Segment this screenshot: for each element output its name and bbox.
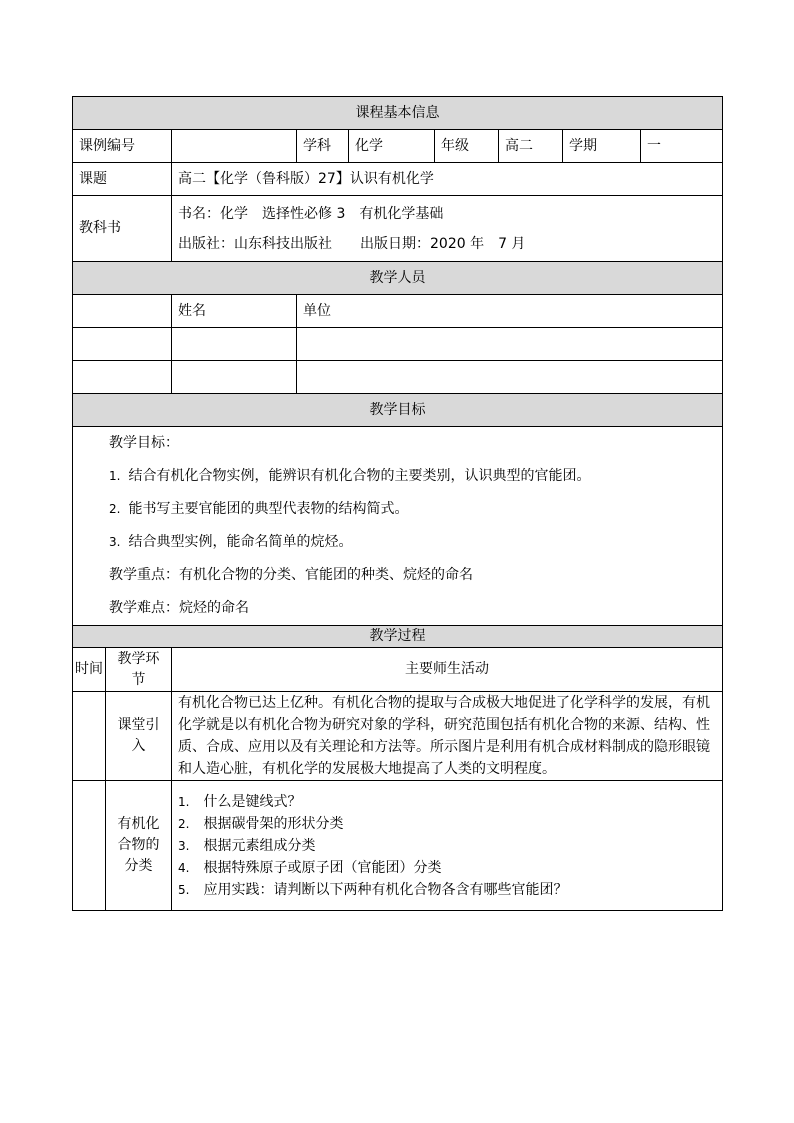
process-time-cell [73, 692, 106, 781]
staff-unit-cell [297, 361, 723, 394]
key-points: 教学重点：有机化合物的分类、官能团的种类、烷烃的命名 [109, 567, 473, 583]
staff-name-cell [172, 361, 297, 394]
basic-info-header: 课程基本信息 [73, 97, 723, 130]
process-activity-cell: 有机化合物已达上亿种。有机化合物的提取与合成极大地促进了化学科学的发展，有机化学就是以有机化合物为研究对象的学科，研究范围包括有机化合物的来源、结构、性质、合成、应用以及有关理论和方法等。所示图片是利用有机合成材料制成的隐形眼镜和人造心脏，有机化学的发展极大地提高了人类的文明程度。 [172, 692, 723, 781]
process-stage-cell: 课堂引入 [106, 692, 172, 781]
objective-text: 结合典型实例，能命名简单的烷烃。 [128, 534, 353, 550]
textbook-publisher: 出版社：山东科技出版社 出版日期：2020 年 7 月 [178, 235, 526, 252]
staff-unit-header: 单位 [297, 295, 723, 328]
topic-value: 高二【化学（鲁科版）27】认识有机化学 [172, 163, 723, 196]
topic-label: 课题 [73, 163, 172, 196]
staff-unit-cell [297, 328, 723, 361]
activity-item [178, 791, 716, 813]
process-header: 教学过程 [73, 626, 723, 648]
process-activity-cell [172, 781, 723, 911]
activity-number: 5. [178, 882, 190, 897]
staff-role-cell [73, 328, 172, 361]
objective-item [79, 493, 716, 526]
activity-number: 4. [178, 860, 190, 875]
objective-number: 1. [109, 469, 121, 483]
activity-item [178, 835, 716, 857]
process-time-header: 时间 [73, 648, 106, 692]
activity-item [178, 879, 716, 901]
lesson-plan-table [72, 96, 723, 911]
activity-item [178, 857, 716, 879]
activity-text: 根据元素组成分类 [203, 837, 316, 854]
activity-text: 根据碳骨架的形状分类 [203, 815, 344, 832]
course-id-label: 课例编号 [73, 130, 172, 163]
process-time-cell [73, 781, 106, 911]
subject-label: 学科 [297, 130, 349, 163]
objectives-header: 教学目标 [73, 394, 723, 427]
objectives-content [73, 427, 723, 626]
activity-text: 应用实践：请判断以下两种有机化合物各含有哪些官能团？ [203, 881, 568, 898]
objectives-intro: 教学目标： [109, 435, 179, 451]
grade-value: 高二 [499, 130, 563, 163]
staff-name-header: 姓名 [172, 295, 297, 328]
staff-role-cell [73, 361, 172, 394]
activity-number: 1. [178, 794, 190, 809]
objective-number: 2. [109, 502, 121, 516]
objective-item [79, 460, 716, 493]
objective-number: 3. [109, 535, 121, 549]
process-stage-header: 教学环节 [106, 648, 172, 692]
subject-value: 化学 [349, 130, 435, 163]
activity-text: 什么是键线式？ [203, 793, 302, 810]
objective-text: 能书写主要官能团的典型代表物的结构简式。 [128, 501, 409, 517]
activity-item [178, 813, 716, 835]
textbook-label: 教科书 [73, 196, 172, 262]
staff-name-cell [172, 328, 297, 361]
activity-number: 3. [178, 838, 190, 853]
textbook-title: 书名：化学 选择性必修 3 有机化学基础 [178, 205, 444, 222]
process-activity-header: 主要师生活动 [172, 648, 723, 692]
grade-label: 年级 [435, 130, 499, 163]
textbook-value [172, 196, 723, 262]
difficulties: 教学难点：烷烃的命名 [109, 600, 249, 616]
activity-number: 2. [178, 816, 190, 831]
activity-text: 根据特殊原子或原子团（官能团）分类 [203, 859, 442, 876]
process-stage-cell: 有机化合物的分类 [106, 781, 172, 911]
course-id-value [172, 130, 297, 163]
staff-header: 教学人员 [73, 262, 723, 295]
objective-item [79, 526, 716, 559]
term-value: 一 [641, 130, 723, 163]
staff-blank-header [73, 295, 172, 328]
objective-text: 结合有机化合物实例，能辨识有机化合物的主要类别，认识典型的官能团。 [128, 468, 591, 484]
term-label: 学期 [563, 130, 641, 163]
